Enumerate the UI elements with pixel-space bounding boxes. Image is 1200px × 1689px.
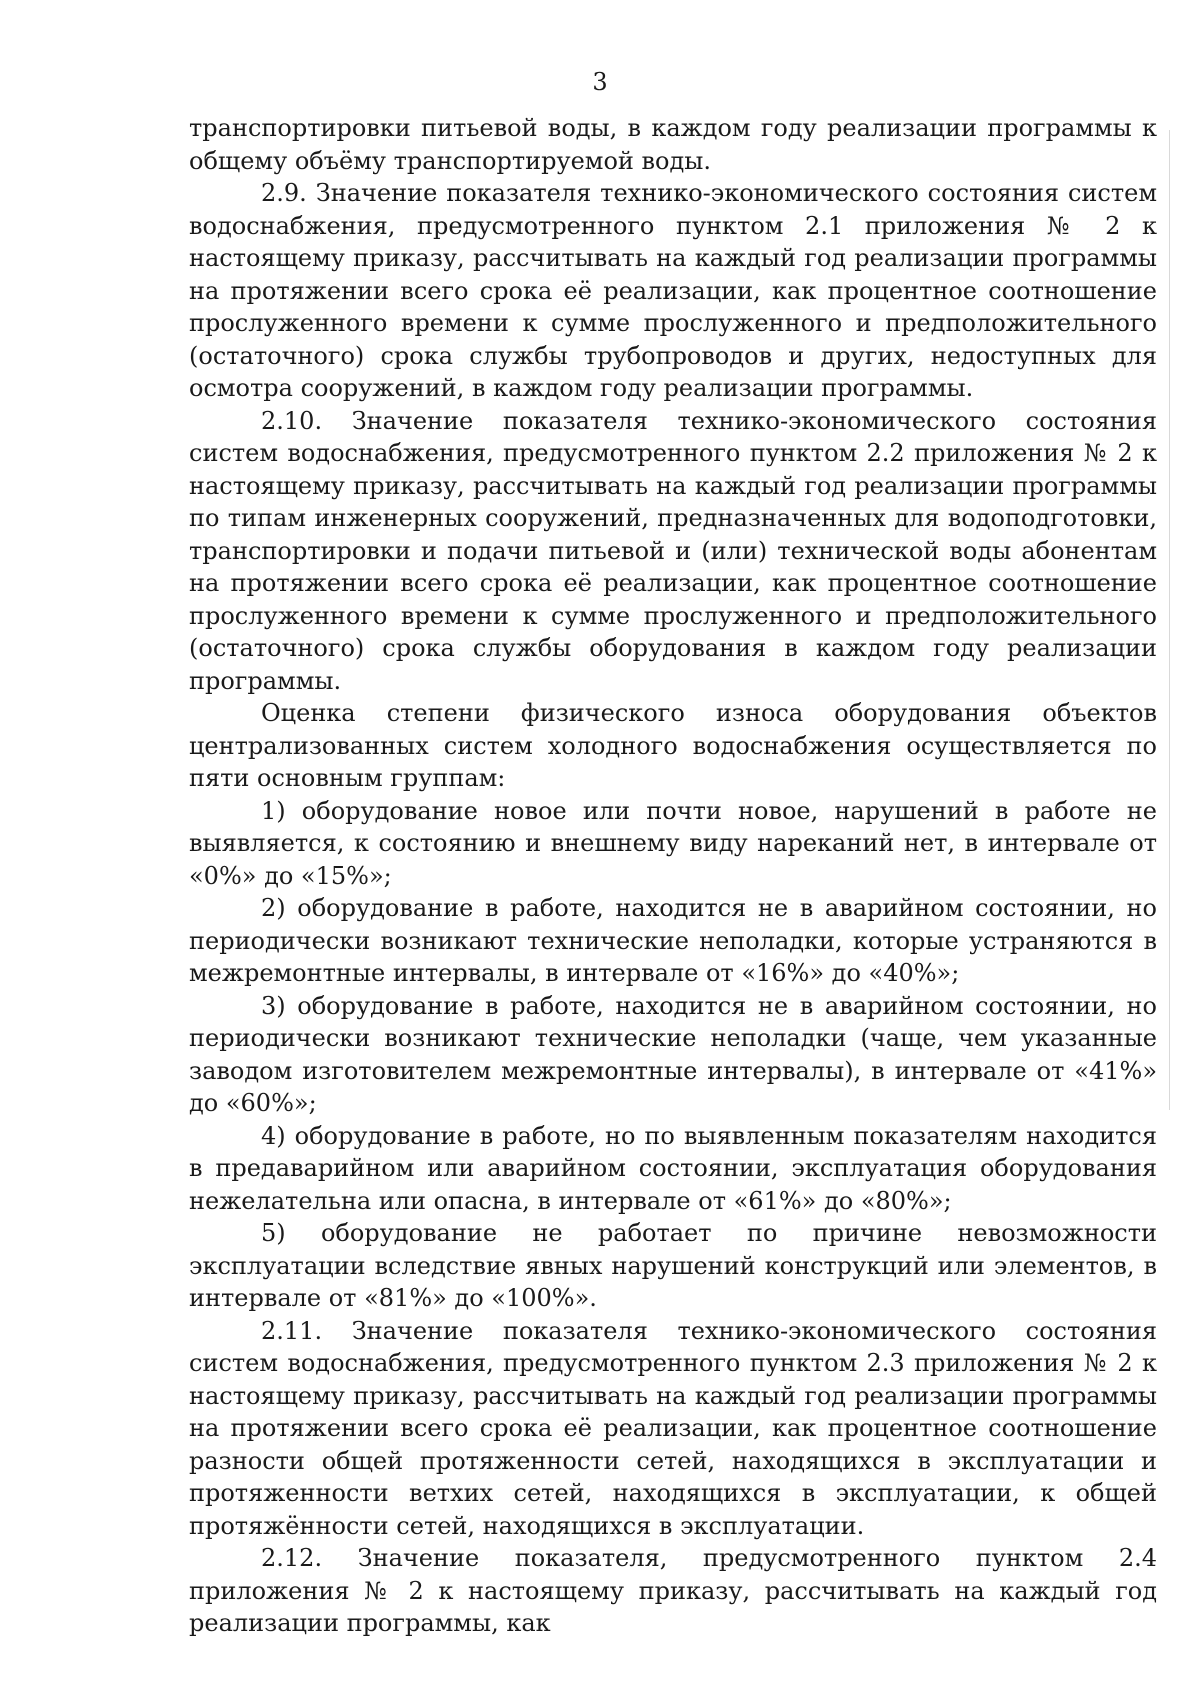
list-item-group-1: 1) оборудование новое или почти новое, нарушений в работе не выявляется, к состоянию и внешнему виду нареканий нет, в интервале от «0%» до «15%»;	[189, 796, 1157, 890]
paragraph-2-10: 2.10. Значение показателя технико-экономического состояния систем водоснабжения, предусмотренного пунктом 2.2 приложения № 2 к настоящему приказу, рассчитывать на каждый год реализации программы по типам инженерных сооружений, предназначенных для водоподготовки, транспортировки и подачи питьевой и (или) технической воды абонентам на протяжении всего срока её реализации, как процентное соотношение прослуженного времени к сумме прослуженного и предположительного (остаточного) срока службы оборудования в каждом году реализации программы.	[189, 406, 1157, 695]
list-item-group-2: 2) оборудование в работе, находится не в аварийном состоянии, но периодически возникают технические неполадки, которые устраняются в межремонтные интервалы, в интервале от «16%» до «40%»;	[189, 894, 1157, 987]
page-number: 3	[592, 68, 608, 96]
paragraph-wear-assessment: Оценка степени физического износа оборудования объектов централизованных систем холодного водоснабжения осуществляется по пяти основным группам:	[189, 699, 1157, 792]
paragraph-2-12: 2.12. Значение показателя, предусмотренного пунктом 2.4 приложения № 2 к настоящему приказу, рассчитывать на каждый год реализации программы, как	[189, 1544, 1157, 1637]
list-item-group-3: 3) оборудование в работе, находится не в аварийном состоянии, но периодически возникают технические неполадки (чаще, чем указанные заводом изготовителем межремонтные интервалы), в интервале от «41%» до «60%»;	[189, 991, 1157, 1117]
scan-edge-mark	[1169, 130, 1170, 1110]
document-body	[189, 112, 1157, 1640]
paragraph-continuation: транспортировки питьевой воды, в каждом году реализации программы к общему объёму транспортируемой воды.	[189, 114, 1157, 175]
paragraph-2-11: 2.11. Значение показателя технико-экономического состояния систем водоснабжения, предусмотренного пунктом 2.3 приложения № 2 к настоящему приказу, рассчитывать на каждый год реализации программы на протяжении всего срока её реализации, как процентное соотношение разности общей протяженности сетей, находящихся в эксплуатации и протяженности ветхих сетей, находящихся в эксплуатации, к общей протяжённости сетей, находящихся в эксплуатации.	[189, 1316, 1157, 1540]
list-item-group-5: 5) оборудование не работает по причине невозможности эксплуатации вследствие явных нарушений конструкций или элементов, в интервале от «81%» до «100%».	[189, 1219, 1157, 1312]
paragraph-2-9: 2.9. Значение показателя технико-экономического состояния систем водоснабжения, предусмотренного пунктом 2.1 приложения № 2 к настоящему приказу, рассчитывать на каждый год реализации программы на протяжении всего срока её реализации, как процентное соотношение прослуженного времени к сумме прослуженного и предположительного (остаточного) срока службы трубопроводов и других, недоступных для осмотра сооружений, в каждом году реализации программы.	[189, 179, 1157, 402]
list-item-group-4: 4) оборудование в работе, но по выявленным показателям находится в предаварийном или аварийном состоянии, эксплуатация оборудования нежелательна или опасна, в интервале от «61%» до «80%»;	[189, 1121, 1157, 1215]
